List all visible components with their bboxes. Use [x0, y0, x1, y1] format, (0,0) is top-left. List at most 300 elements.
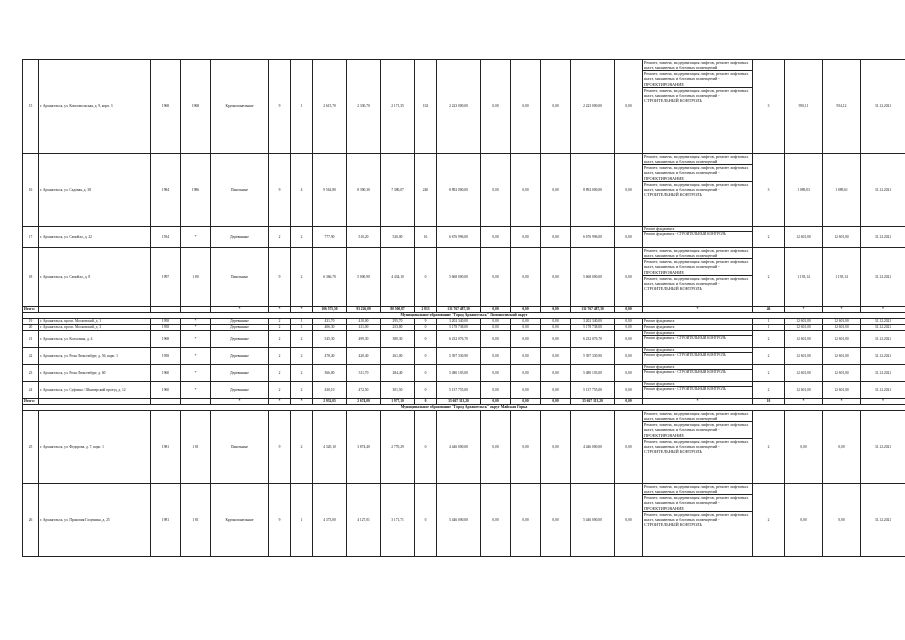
table-row — [23, 365, 905, 382]
cell-wall: Деревянные — [211, 325, 269, 331]
cell-area-res: 410,00 — [347, 319, 381, 325]
cell-c2: 0,00 — [511, 382, 541, 399]
cell-unit-cost: 12 601,00 — [785, 348, 823, 365]
cell-max-cost: 0,00 — [823, 484, 861, 557]
work-item: Ремонт фундамента — [643, 365, 752, 370]
cell-area-liv: 520,00 — [381, 227, 415, 248]
cell-area-res: 420,40 — [347, 348, 381, 365]
cell-residents: 0 — [415, 248, 437, 307]
total-star: * — [823, 307, 861, 313]
cell-residents: 102 — [415, 60, 437, 154]
cell-units: 3 — [753, 154, 785, 227]
cell-floors: 9 — [269, 154, 291, 227]
cell-c2: 0,00 — [511, 154, 541, 227]
cell-n: 21 — [23, 331, 39, 348]
cell-floors: 9 — [269, 248, 291, 307]
cell-works — [643, 348, 753, 365]
cell-c1: 0,00 — [481, 382, 511, 399]
cell-address: г. Архангельск, ул. Колхозная, д. 4 — [39, 331, 151, 348]
table-row — [23, 248, 905, 307]
cell-residents: 0 — [415, 365, 437, 382]
cell-units: 1 — [753, 325, 785, 331]
cell-c1: 0,00 — [481, 248, 511, 307]
cell-c4: 6 232 076,70 — [571, 331, 615, 348]
cell-deadline: 31.12.2021 — [861, 248, 905, 307]
cell-n: 17 — [23, 227, 39, 248]
cell-unit-cost: 0,00 — [785, 411, 823, 484]
cell-c2: 0,00 — [511, 325, 541, 331]
cell-address: г. Архангельск, ул. Комсомольская, д. 9, корп. 3 — [39, 60, 151, 154]
work-item: Ремонт фундамента - СТРОИТЕЛЬНЫЙ КОНТРОЛЬ — [644, 336, 726, 341]
cell-wall: Крупнопанельные — [211, 484, 269, 557]
cell-area-total: 478,40 — [313, 348, 347, 365]
cell-c2: 0,00 — [511, 60, 541, 154]
cell-units: 1 — [753, 319, 785, 325]
total-c2: 0,00 — [511, 307, 541, 313]
cell-n: 26 — [23, 484, 39, 557]
total-area-liv: 1 977,10 — [381, 399, 415, 405]
cell-deadline: 31.12.2021 — [861, 348, 905, 365]
cell-c2: 0,00 — [511, 348, 541, 365]
cell-year-rec: * — [181, 331, 211, 348]
cell-c2: 0,00 — [511, 227, 541, 248]
cell-floors: 9 — [269, 411, 291, 484]
cell-n: 16 — [23, 154, 39, 227]
work-item: Ремонт фундамента — [644, 319, 675, 323]
cell-year-built: 1958 — [151, 325, 181, 331]
cell-unit-cost: 1 089,03 — [785, 154, 823, 227]
cell-area-total: 366,00 — [313, 365, 347, 382]
cell-max-cost: 12 601,00 — [823, 227, 861, 248]
cell-entrances: 2 — [291, 248, 313, 307]
cell-year-rec: * — [181, 319, 211, 325]
cell-area-liv: 7 380,07 — [381, 154, 415, 227]
cell-n: 15 — [23, 60, 39, 154]
cell-floors: 2 — [269, 348, 291, 365]
cell-deadline: 31.12.2021 — [861, 382, 905, 399]
cell-area-res: 5 000,90 — [347, 248, 381, 307]
cell-year-built: 1934 — [151, 227, 181, 248]
cell-c5: 0,00 — [615, 411, 643, 484]
cell-area-liv: 4 434,10 — [381, 248, 415, 307]
table-row — [23, 154, 905, 227]
total-cost: 131 767 487,30 — [437, 307, 481, 313]
cell-residents: 0 — [415, 325, 437, 331]
cell-year-rec: 1968 — [181, 60, 211, 154]
cell-residents: 0 — [415, 331, 437, 348]
cell-c4: 8 892 000,00 — [571, 154, 615, 227]
cell-address: г. Архангельск, ул. Самойло, д. 8 — [39, 248, 151, 307]
cell-year-rec: 1 80 — [181, 248, 211, 307]
cell-area-total: 2 615,70 — [313, 60, 347, 154]
cell-c1: 0,00 — [481, 319, 511, 325]
cell-deadline: 31.12.2021 — [861, 331, 905, 348]
cell-entrances: 2 — [291, 382, 313, 399]
cell-c3: 0,00 — [541, 227, 571, 248]
cell-residents: 0 — [415, 348, 437, 365]
cell-year-built: 1960 — [151, 365, 181, 382]
cell-unit-cost: 12 601,00 — [785, 227, 823, 248]
total-cost: 35 667 313,20 — [437, 399, 481, 405]
cell-c1: 0,00 — [481, 484, 511, 557]
work-item: Ремонт, замена, модернизация лифтов, ремонт лифтовых шахт, машинных и блочных помещений — [643, 60, 752, 71]
cell-max-cost: 12 601,00 — [823, 365, 861, 382]
cell-wall: Деревянные — [211, 365, 269, 382]
table-row — [23, 348, 905, 365]
cell-address: г. Архангельск, ул. Прокопия Галушина, д. 25 — [39, 484, 151, 557]
cell-unit-cost: 0,00 — [785, 484, 823, 557]
total-star: * — [643, 399, 753, 405]
cell-deadline: 31.12.2021 — [861, 325, 905, 331]
cell-c5: 0,00 — [615, 382, 643, 399]
cell-max-cost: 1 089,61 — [823, 154, 861, 227]
work-item: Ремонт фундамента — [643, 331, 752, 336]
cell-year-rec: * — [181, 325, 211, 331]
cell-c3: 0,00 — [541, 60, 571, 154]
work-item: Ремонт, замена, модернизация лифтов, ремонт лифтовых шахт, машинных и блочных помещений - СТРОИТЕЛЬНЫЙ КОНТРОЛЬ — [644, 181, 749, 198]
cell-entrances: 1 — [291, 60, 313, 154]
total-star: * — [211, 307, 269, 313]
cell-c4: 5 178 738,00 — [571, 325, 615, 331]
cell-floors: 2 — [269, 331, 291, 348]
cell-n: 22 — [23, 348, 39, 365]
work-item: Ремонт, замена, модернизация лифтов, ремонт лифтовых шахт, машинных и блочных помещений - ПРОЕКТИРОВАНИЕ — [643, 422, 752, 438]
work-item: Ремонт фундамента — [644, 325, 675, 329]
cell-year-rec: * — [181, 365, 211, 382]
total-c3: 0,00 — [541, 399, 571, 405]
total-area-res: 2 674,00 — [347, 399, 381, 405]
total-star: * — [823, 399, 861, 405]
cell-n: 19 — [23, 319, 39, 325]
table-row — [23, 411, 905, 484]
total-area-res: 93 226,09 — [347, 307, 381, 313]
table-row — [23, 60, 905, 154]
cell-wall: Деревянные — [211, 319, 269, 325]
cell-units: 3 — [753, 60, 785, 154]
cell-c2: 0,00 — [511, 319, 541, 325]
cell-c5: 0,00 — [615, 319, 643, 325]
total-star: * — [785, 307, 823, 313]
cell-c2: 0,00 — [511, 411, 541, 484]
cell-deadline: 31.12.2021 — [861, 319, 905, 325]
work-item: Ремонт фундамента - СТРОИТЕЛЬНЫЙ КОНТРОЛЬ — [644, 370, 726, 375]
work-item: Ремонт, замена, модернизация лифтов, ремонт лифтовых шахт, машинных и блочных помещений - СТРОИТЕЛЬНЫЙ КОНТРОЛЬ — [644, 511, 749, 528]
cell-area-res: 2 330,70 — [347, 60, 381, 154]
cell-residents: 16 — [415, 227, 437, 248]
cell-n: 25 — [23, 411, 39, 484]
total-c5: 0,00 — [615, 399, 643, 405]
cell-c4: 5 446 000,00 — [571, 484, 615, 557]
cell-c5: 0,00 — [615, 325, 643, 331]
total-units: 10 — [753, 399, 785, 405]
cell-residents: 0 — [415, 411, 437, 484]
cell-area-liv: 284,40 — [381, 365, 415, 382]
cell-c5: 0,00 — [615, 331, 643, 348]
cell-units: 2 — [753, 484, 785, 557]
cell-works — [643, 365, 753, 382]
cell-units: 2 — [753, 382, 785, 399]
cell-unit-cost: 12 601,00 — [785, 382, 823, 399]
cell-max-cost: 0,00 — [823, 411, 861, 484]
total-star: * — [643, 307, 753, 313]
work-item: Ремонт, замена, модернизация лифтов, ремонт лифтовых шахт, машинных и блочных помещений — [643, 248, 752, 259]
cell-area-liv: 3 171,71 — [381, 484, 415, 557]
total-c5: 0,00 — [615, 307, 643, 313]
total-star: * — [861, 399, 905, 405]
cell-c3: 0,00 — [541, 248, 571, 307]
work-item: Ремонт фундамента - СТРОИТЕЛЬНЫЙ КОНТРОЛЬ — [644, 232, 726, 237]
cell-max-cost: 1 193,14 — [823, 248, 861, 307]
work-item: Ремонт, замена, модернизация лифтов, ремонт лифтовых шахт, машинных и блочных помещений — [643, 154, 752, 165]
cell-year-built: 1968 — [151, 60, 181, 154]
cell-year-built: 1997 — [151, 248, 181, 307]
cell-c4: 4 446 000,00 — [571, 411, 615, 484]
total-residents: 2 813 — [415, 307, 437, 313]
work-item: Ремонт, замена, модернизация лифтов, ремонт лифтовых шахт, машинных и блочных помещений - ПРОЕКТИРОВАНИЕ — [643, 495, 752, 511]
cell-c2: 0,00 — [511, 365, 541, 382]
total-area-total: 106 575,50 — [313, 307, 347, 313]
cell-deadline: 31.12.2021 — [861, 484, 905, 557]
cell-entrances: 2 — [291, 227, 313, 248]
cell-c1: 0,00 — [481, 348, 511, 365]
work-item: Ремонт фундамента — [643, 382, 752, 387]
cell-cost: 5 178 738,00 — [437, 325, 481, 331]
cell-residents: 240 — [415, 154, 437, 227]
cell-c5: 0,00 — [615, 227, 643, 248]
capital-repair-table — [22, 59, 905, 557]
cell-area-res: 8 390,30 — [347, 154, 381, 227]
cell-year-built: 1984 — [151, 154, 181, 227]
cell-entrances: 1 — [291, 325, 313, 331]
cell-max-cost: 12 601,00 — [823, 382, 861, 399]
total-label: Итого: — [23, 399, 39, 405]
cell-area-liv: 380,30 — [381, 331, 415, 348]
cell-area-total: 4 320,10 — [313, 411, 347, 484]
cell-units: 2 — [753, 365, 785, 382]
table-row — [23, 227, 905, 248]
work-item: Ремонт, замена, модернизация лифтов, ремонт лифтовых шахт, машинных и блочных помещений - ПРОЕКТИРОВАНИЕ — [643, 259, 752, 275]
cell-c5: 0,00 — [615, 154, 643, 227]
cell-c3: 0,00 — [541, 325, 571, 331]
work-item: Ремонт, замена, модернизация лифтов, ремонт лифтовых шахт, машинных и блочных помещений - СТРОИТЕЛЬНЫЙ КОНТРОЛЬ — [644, 438, 749, 455]
cell-address: г. Архангельск, ул. Розы Люксембург, д. 60 — [39, 365, 151, 382]
cell-c4: 6 676 996,00 — [571, 227, 615, 248]
cell-area-total: 777,90 — [313, 227, 347, 248]
work-item: Ремонт фундамента — [643, 348, 752, 353]
cell-works — [643, 331, 753, 348]
capital-repair-table-page — [22, 59, 892, 557]
cell-residents: 9 — [415, 319, 437, 325]
total-units: 46 — [753, 307, 785, 313]
cell-area-res: 311,70 — [347, 365, 381, 382]
work-item: Ремонт, замена, модернизация лифтов, ремонт лифтовых шахт, машинных и блочных помещений - СТРОИТЕЛЬНЫЙ КОНТРОЛЬ — [644, 275, 749, 292]
cell-year-rec: 1 81 — [181, 484, 211, 557]
cell-area-liv: 2 770,29 — [381, 411, 415, 484]
cell-year-rec: * — [181, 382, 211, 399]
table-row — [23, 484, 905, 557]
cell-c4: 2 223 000,00 — [571, 60, 615, 154]
cell-c4: 5 137 755,00 — [571, 382, 615, 399]
cell-units: 2 — [753, 248, 785, 307]
cell-cost: 5 397 330,90 — [437, 348, 481, 365]
cell-address: г. Архангельск, ул. Розы Люксембург, д. 56, корп. 1 — [39, 348, 151, 365]
cell-year-built: 1960 — [151, 382, 181, 399]
cell-cost: 6 232 076,70 — [437, 331, 481, 348]
cell-c4: 5 480 103,00 — [571, 365, 615, 382]
cell-entrances: 1 — [291, 484, 313, 557]
cell-c5: 0,00 — [615, 484, 643, 557]
cell-floors: 2 — [269, 365, 291, 382]
cell-works — [643, 248, 753, 307]
cell-works — [643, 60, 753, 154]
cell-units: 2 — [753, 331, 785, 348]
cell-area-res: 4 127,01 — [347, 484, 381, 557]
cell-unit-cost: 12 601,00 — [785, 365, 823, 382]
cell-cost: 3 202 340,00 — [437, 319, 481, 325]
cell-cost: 5 480 103,00 — [437, 365, 481, 382]
cell-entrances: 2 — [291, 365, 313, 382]
cell-wall: Деревянные — [211, 382, 269, 399]
cell-floors: 9 — [269, 60, 291, 154]
work-item: Ремонт фундамента - СТРОИТЕЛЬНЫЙ КОНТРОЛЬ — [644, 387, 726, 392]
total-star: * — [861, 307, 905, 313]
cell-c3: 0,00 — [541, 348, 571, 365]
cell-year-built: 1958 — [151, 348, 181, 365]
cell-address: г. Архангельск, ул. Самойло, д. 22 — [39, 227, 151, 248]
work-item: Ремонт фундамента — [643, 227, 752, 232]
cell-residents: 0 — [415, 382, 437, 399]
cell-entrances: 4 — [291, 154, 313, 227]
cell-c3: 0,00 — [541, 382, 571, 399]
cell-cost: 2 223 000,00 — [437, 60, 481, 154]
cell-entrances: 1 — [291, 319, 313, 325]
cell-n: 18 — [23, 248, 39, 307]
cell-deadline: 31.12.2021 — [861, 365, 905, 382]
cell-c2: 0,00 — [511, 331, 541, 348]
cell-cost: 8 892 000,00 — [437, 154, 481, 227]
cell-unit-cost: 12 601,00 — [785, 331, 823, 348]
cell-cost: 5 137 755,00 — [437, 382, 481, 399]
cell-cost: 4 446 000,00 — [437, 411, 481, 484]
cell-address: г. Архангельск, просп. Московский, д. 3 — [39, 325, 151, 331]
cell-unit-cost: 950,11 — [785, 60, 823, 154]
cell-address: г. Архангельск, ул. Садовая, д. 38 — [39, 154, 151, 227]
cell-c3: 0,00 — [541, 319, 571, 325]
cell-c2: 0,00 — [511, 484, 541, 557]
cell-wall: Панельные — [211, 248, 269, 307]
cell-c1: 0,00 — [481, 331, 511, 348]
cell-area-res: 499,30 — [347, 331, 381, 348]
work-item: Ремонт фундамента - СТРОИТЕЛЬНЫЙ КОНТРОЛЬ — [644, 353, 726, 358]
cell-c1: 0,00 — [481, 154, 511, 227]
cell-works — [643, 382, 753, 399]
cell-area-total: 4 373,00 — [313, 484, 347, 557]
work-item: Ремонт, замена, модернизация лифтов, ремонт лифтовых шахт, машинных и блочных помещений — [643, 484, 752, 495]
cell-c5: 0,00 — [615, 60, 643, 154]
work-item: Ремонт, замена, модернизация лифтов, ремонт лифтовых шахт, машинных и блочных помещений - ПРОЕКТИРОВАНИЕ — [643, 165, 752, 181]
cell-max-cost: 12 601,00 — [823, 325, 861, 331]
cell-deadline: 31.12.2021 — [861, 154, 905, 227]
total-area-liv: 80 500,87 — [381, 307, 415, 313]
cell-cost: 5 446 000,00 — [437, 484, 481, 557]
cell-area-total: 431,70 — [313, 319, 347, 325]
cell-c5: 0,00 — [615, 348, 643, 365]
cell-address: г. Архангельск, ул. Суфтина / Шкиперский проезд, д. 12 — [39, 382, 151, 399]
cell-area-total: 545,30 — [313, 331, 347, 348]
cell-units: 2 — [753, 411, 785, 484]
cell-c3: 0,00 — [541, 411, 571, 484]
work-item: Ремонт, замена, модернизация лифтов, ремонт лифтовых шахт, машинных и блочных помещений — [643, 411, 752, 422]
cell-area-res: 411,00 — [347, 325, 381, 331]
cell-area-liv: 301,50 — [381, 382, 415, 399]
cell-area-liv: 253,80 — [381, 325, 415, 331]
cell-unit-cost: 12 601,00 — [785, 325, 823, 331]
cell-c1: 0,00 — [481, 325, 511, 331]
table-row — [23, 382, 905, 399]
table-body — [23, 60, 905, 557]
total-star: * — [291, 307, 313, 313]
cell-year-rec: * — [181, 348, 211, 365]
cell-area-res: 3 874,40 — [347, 411, 381, 484]
total-star: * — [269, 399, 291, 405]
cell-deadline: 31.12.2021 — [861, 411, 905, 484]
cell-wall: Крупнопанельные — [211, 60, 269, 154]
cell-area-total: 430,10 — [313, 382, 347, 399]
cell-floors: 2 — [269, 227, 291, 248]
cell-unit-cost: 12 601,00 — [785, 319, 823, 325]
cell-c3: 0,00 — [541, 154, 571, 227]
cell-works — [643, 227, 753, 248]
cell-n: 20 — [23, 325, 39, 331]
cell-wall: Деревянные — [211, 348, 269, 365]
total-c1: 0,00 — [481, 399, 511, 405]
cell-floors: 9 — [269, 484, 291, 557]
section-title: Муниципальное образование "Город Архангельск" Ломоносовский округ — [23, 313, 905, 319]
cell-year-rec: * — [181, 227, 211, 248]
cell-area-res: 510,20 — [347, 227, 381, 248]
cell-works — [643, 411, 753, 484]
cell-c1: 0,00 — [481, 60, 511, 154]
cell-wall: Панельные — [211, 154, 269, 227]
cell-year-built: 1981 — [151, 411, 181, 484]
total-c4: 35 667 313,20 — [571, 399, 615, 405]
cell-area-total: 406,30 — [313, 325, 347, 331]
total-star: * — [291, 399, 313, 405]
cell-cost: 6 676 996,00 — [437, 227, 481, 248]
table-row — [23, 331, 905, 348]
cell-residents: 0 — [415, 484, 437, 557]
cell-entrances: 2 — [291, 331, 313, 348]
cell-units: 2 — [753, 227, 785, 248]
cell-area-liv: 295,70 — [381, 319, 415, 325]
cell-floors: 2 — [269, 325, 291, 331]
cell-max-cost: 954,12 — [823, 60, 861, 154]
cell-year-built: 1958 — [151, 319, 181, 325]
cell-c2: 0,00 — [511, 248, 541, 307]
total-area-total: 2 932,05 — [313, 399, 347, 405]
cell-deadline: 31.12.2021 — [861, 227, 905, 248]
cell-max-cost: 12 601,00 — [823, 319, 861, 325]
cell-c3: 0,00 — [541, 484, 571, 557]
section-title: Муниципальное образование "Город Архангельск" округ Майская Горка — [23, 405, 905, 411]
cell-c4: 5 397 330,90 — [571, 348, 615, 365]
cell-works — [643, 154, 753, 227]
cell-area-total: 6 366,70 — [313, 248, 347, 307]
total-star: * — [269, 307, 291, 313]
cell-address: г. Архангельск, ул. Федорова, д. 7, корп. 1 — [39, 411, 151, 484]
cell-works — [643, 484, 753, 557]
total-c1: 0,00 — [481, 307, 511, 313]
